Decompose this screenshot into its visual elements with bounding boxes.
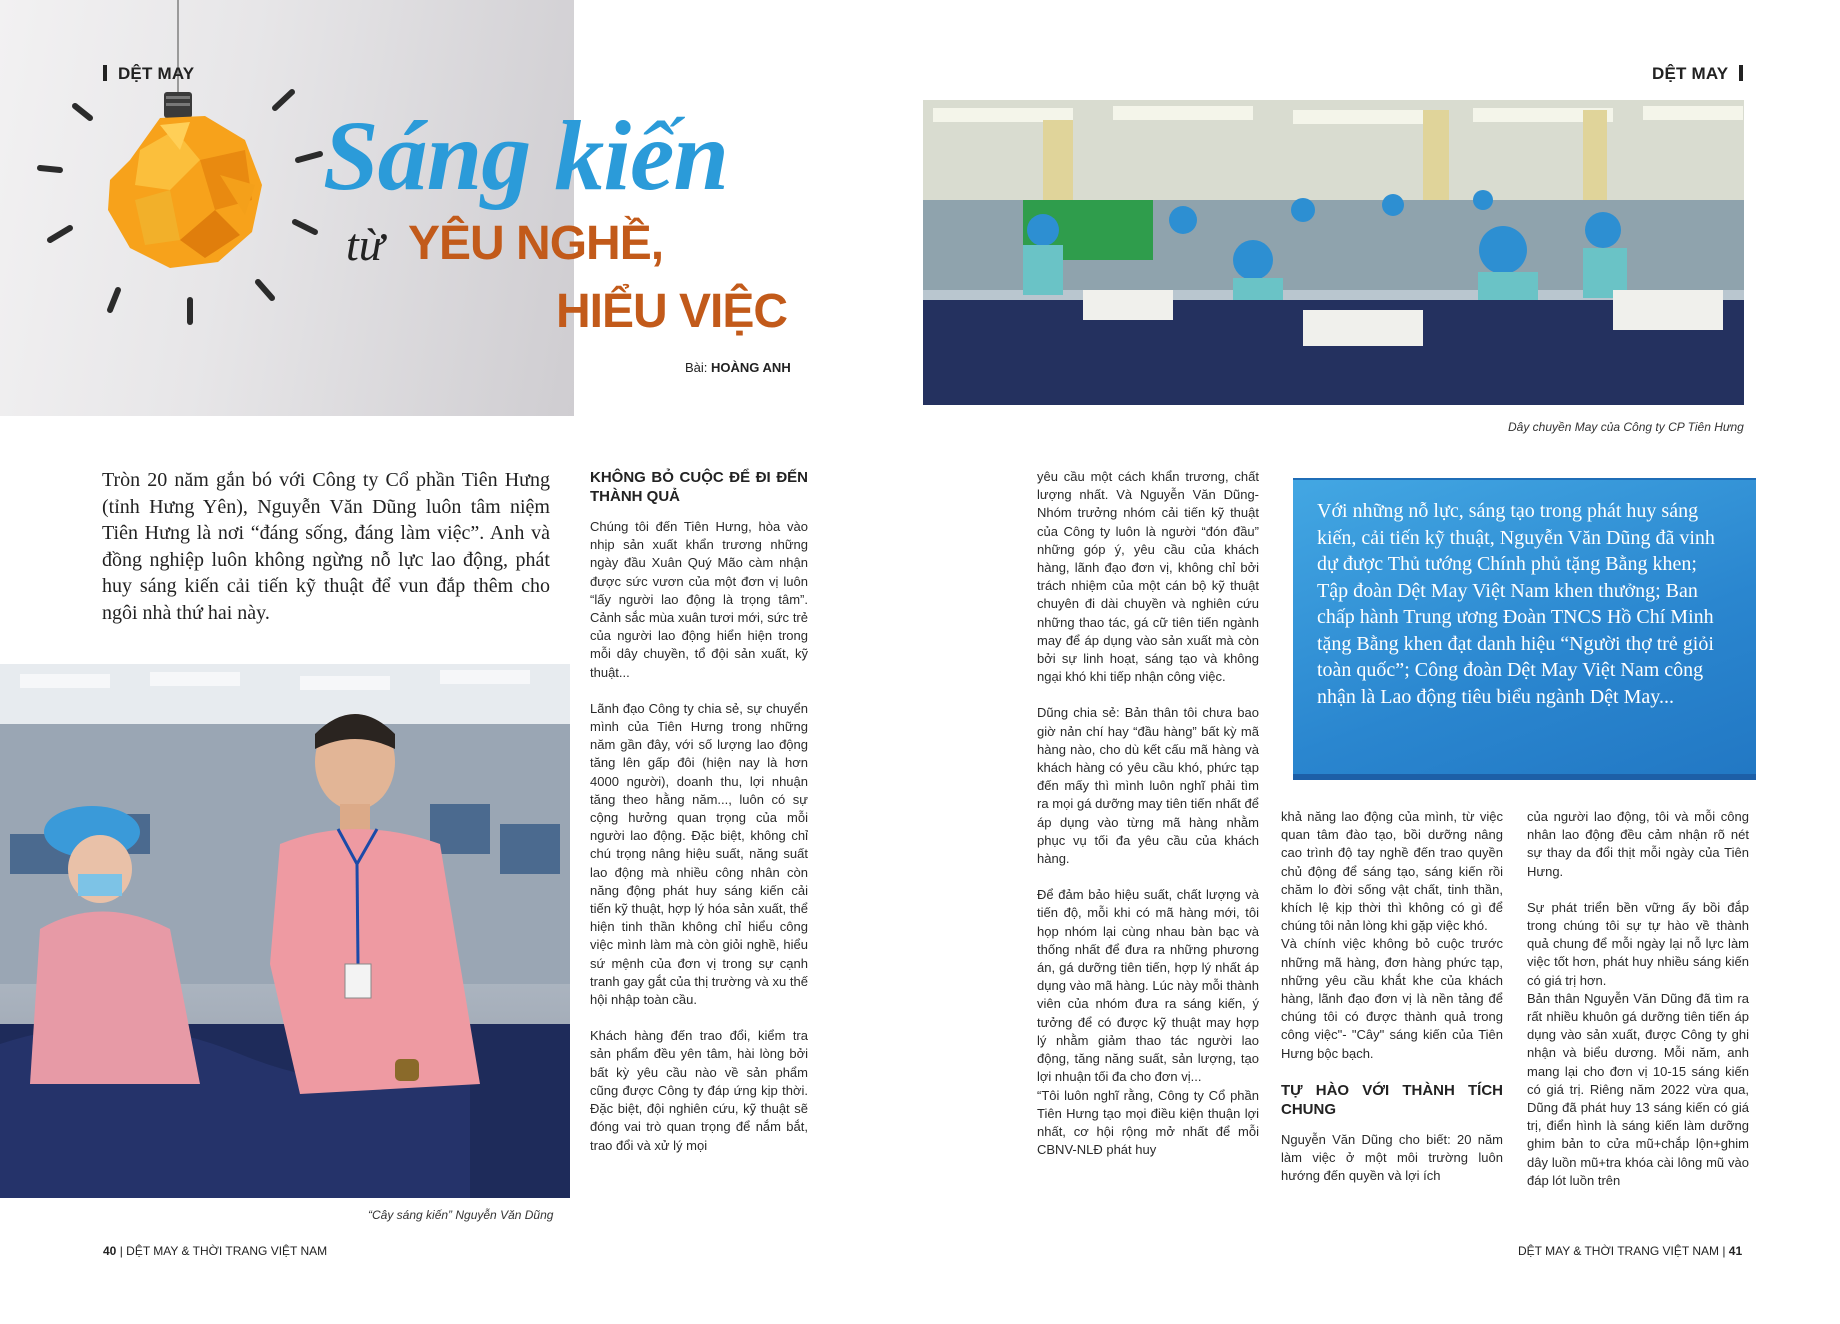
section-label-left (103, 64, 194, 84)
paragraph: Sự phát triển bền vững ấy bồi đắp trong chúng tôi sự tự hào về thành quả chung để mỗi ngày lại nỗ lực làm việc tốt hơn, phát huy nhiều sáng kiến có giá trị hơn. (1527, 899, 1749, 988)
section-label-right (1652, 64, 1743, 84)
paragraph: Dũng chia sẻ: Bản thân tôi chưa bao giờ nản chí hay “đầu hàng” bất kỳ mã hàng nào, cho dù kết cấu mã hàng và khách hàng có yêu cầu khó, phức tạp đến mấy thì mình luôn nghĩ phải tìm ra mọi gá dưỡng may tiên tiến nhất để áp dụng vào từng mã hàng nhằm phục vụ tối đa yêu cầu của khách hàng. (1037, 705, 1259, 867)
page-number-left: 40 (103, 1244, 117, 1258)
pull-quote-panel (1293, 478, 1756, 780)
paragraph: của người lao động, tôi và mỗi công nhân lao động đều cảm nhận rõ nét sự thay da đổi thịt mỗi ngày của Tiên Hưng. (1527, 809, 1749, 879)
paragraph: Để đảm bảo hiệu suất, chất lượng và tiến độ, mỗi khi có mã hàng mới, tôi họp nhóm lại cùng nhau bàn bạc và thống nhất để đưa ra những phương án, gá dưỡng tiên tiến, hợp lý nhất áp dụng vào mã hàng. Lúc này mỗi thành viên của nhóm đưa ra sáng kiến, ý tưởng để có được kỹ thuật may hợp lý nhằm giảm thao tác người lao động, tăng năng suất, sản lượng, tạo lợi nhuận tối đa cho đơn vị... (1037, 887, 1259, 1085)
paragraph: Bản thân Nguyễn Văn Dũng đã tìm ra rất nhiều khuôn gá dưỡng tiên tiến áp dụng vào sản xuất, được Công ty ghi nhận và biểu dương. Mỗi năm, anh mang lại cho đơn vị 10-15 sáng kiến có giá trị. Riêng năm 2022 vừa qua, Dũng đã phát huy 13 sáng kiến có giá trị, điển hình là sáng kiến làm dưỡng ghim bản to cửa mũ+chắp lộn+ghim dây luồn mũ+tra khóa cài lông mũ vào đáp lót luồn trên (1527, 990, 1749, 1188)
title-line-2: HIỂU VIỆC (556, 285, 788, 338)
section-label-text: DỆT MAY (117, 64, 195, 83)
portrait-photo (0, 664, 570, 1198)
paragraph: Chúng tôi đến Tiên Hưng, hòa vào nhịp sản xuất khẩn trương những ngày đầu Xuân Quý Mão càm nhận được sức vươn của một đơn vị luôn “lấy người lao động là trọng tâm”. Cảnh sắc mùa xuân tươi mới, sức trẻ của người lao động hiển hiện trong mỗi dây chuyền, tổ đội sản xuất, kỹ thuật... (590, 519, 808, 680)
title-connector: từ (346, 219, 384, 270)
portrait-caption: “Cây sáng kiến” Nguyễn Văn Dũng (368, 1208, 554, 1222)
paragraph: “Tôi luôn nghĩ rằng, Công ty Cổ phần Tiên Hưng tạo mọi điều kiện thuận lợi nhất, cơ hội rộng mở nhất để mỗi CBNV-NLĐ phát huy (1037, 1087, 1259, 1158)
section-marker (1739, 65, 1743, 81)
pull-quote-box (1289, 474, 1760, 784)
footer-publication-left: DỆT MAY & THỜI TRANG VIỆT NAM (126, 1244, 328, 1258)
lightbulb-illustration (30, 0, 330, 330)
right-article-column-3 (1527, 808, 1749, 1190)
section-label-text: DỆT MAY (1652, 64, 1729, 83)
portrait-photo-art (0, 664, 570, 1198)
left-article-column (590, 468, 808, 1155)
paragraph: khả năng lao động của mình, từ việc quan tâm đào tạo, bồi dưỡng nâng cao trình độ tay nghề đến trao quyền chủ động để sáng tạo, sáng kiến rồi chăm lo đời sống vật chất, tinh thần, khích lệ kịp thời thì không có gì để chúng tôi nản lòng khi gặp việc khó. (1281, 809, 1503, 934)
section-marker (103, 65, 107, 81)
byline-prefix: Bài: (685, 360, 708, 375)
factory-photo-art (923, 100, 1744, 405)
lede-paragraph: Tròn 20 năm gắn bó với Công ty Cổ phần Tiên Hưng (tỉnh Hưng Yên), Nguyễn Văn Dũng luôn tâm niệm Tiên Hưng là nơi “đáng sống, đáng làm việc”. Anh và đồng nghiệp luôn không ngừng nỗ lực lao động, phát huy sáng kiến cải tiến kỹ thuật để vun đắp thêm cho ngôi nhà thứ hai này. (102, 469, 550, 624)
page-number-right: 41 (1728, 1244, 1743, 1258)
factory-photo (923, 100, 1744, 405)
byline (685, 360, 791, 375)
section-heading-1: KHÔNG BỎ CUỘC ĐỂ ĐI ĐẾN THÀNH QUẢ (590, 469, 808, 505)
section-heading-2: TỰ HÀO VỚI THÀNH TÍCH CHUNG (1281, 1081, 1503, 1118)
footer-right: DỆT MAY & THỜI TRANG VIỆT NAM | 41 (1518, 1244, 1743, 1258)
paragraph: Nguyễn Văn Dũng cho biết: 20 năm làm việc ở một môi trường luôn hướng đến quyền và lợi ích (1281, 1131, 1503, 1184)
right-article-column-1 (1037, 468, 1259, 1159)
right-article-column-2 (1281, 808, 1503, 1185)
paragraph: Khách hàng đến trao đổi, kiểm tra sản phẩm đều yên tâm, hài lòng bởi bất kỳ yêu cầu nào về sản phẩm cũng được Công ty đáp ứng kịp thời. Đặc biệt, đội nghiên cứu, kỹ thuật sẽ đóng vai trò quan trọng để nắm bắt, trao đổi và xử lý mọi (590, 1028, 808, 1153)
paragraph: yêu cầu một cách khẩn trương, chất lượng nhất. Và Nguyễn Văn Dũng- Nhóm trưởng nhóm cải tiến kỹ thuật của Công ty luôn là người “đón đầu” những góp ý, yêu cầu của khách hàng, lãnh đạo đơn vị, không chỉ bởi trách nhiệm của một cán bộ kỹ thuật chuyên đi dài chuyền và nghiên cứu những thao tác, gá cữ tiên tiến ngành may để áp dụng vào sản xuất mà còn bởi sự linh hoạt, sáng tạo và không ngại khó khi tiếp nhận công việc. (1037, 469, 1259, 685)
factory-caption: Dây chuyền May của Công ty CP Tiên Hưng (1508, 420, 1744, 434)
article-title: Sáng kiến (323, 100, 729, 211)
paragraph: Lãnh đạo Công ty chia sẻ, sự chuyển mình của Tiên Hưng trong những năm gần đây, với số lượng lao động tăng lên gấp đôi (hiện nay là hơn 4000 người), doanh thu, lợi nhuận tăng theo hằng năm..., luôn có sự cộng hưởng quan trọng của mỗi người lao động. Đặc biệt, không chỉ chú trọng nâng hiệu suất, năng suất lao động mà nhiều công nhân còn năng động phát huy sáng kiến cải tiến kỹ thuật, hợp lý hóa sản xuất, thể hiện tinh thần không chỉ hiểu công việc mình làm mà còn giỏi nghề, hiểu sứ mệnh của đơn vị trong sự cạnh tranh gay gắt của thị trường và xu thế hội nhập toàn cầu. (590, 700, 808, 1008)
pull-quote-text: Với những nỗ lực, sáng tạo trong phát huy sáng kiến, cải tiến kỹ thuật, Nguyễn Văn Dũng đã vinh dự được Thủ tướng Chính phủ tặng Bằng khen; Tập đoàn Dệt May Việt Nam khen thưởng; Ban chấp hành Trung ương Đoàn TNCS Hồ Chí Minh tặng Bằng khen đạt danh hiệu “Người thợ trẻ giỏi toàn quốc”; Công đoàn Dệt May Việt Nam công nhận là Lao động tiêu biểu ngành Dệt May... (1317, 500, 1715, 708)
footer-publication-right: DỆT MAY & THỜI TRANG VIỆT NAM (1518, 1244, 1719, 1258)
paragraph: Và chính việc không bỏ cuộc trước những mã hàng, đơn hàng phức tạp, những yêu cầu khắt khe của khách hàng, lãnh đạo đơn vị là nền tảng để chúng tôi có được thành quả trong công việc"- "Cây" sáng kiến của Tiên Hưng bộc bạch. (1281, 936, 1503, 1061)
byline-author: HOÀNG ANH (711, 360, 791, 375)
title-line-1: YÊU NGHỀ, (408, 217, 664, 270)
footer-left: 40 | DỆT MAY & THỜI TRANG VIỆT NAM (103, 1244, 328, 1258)
